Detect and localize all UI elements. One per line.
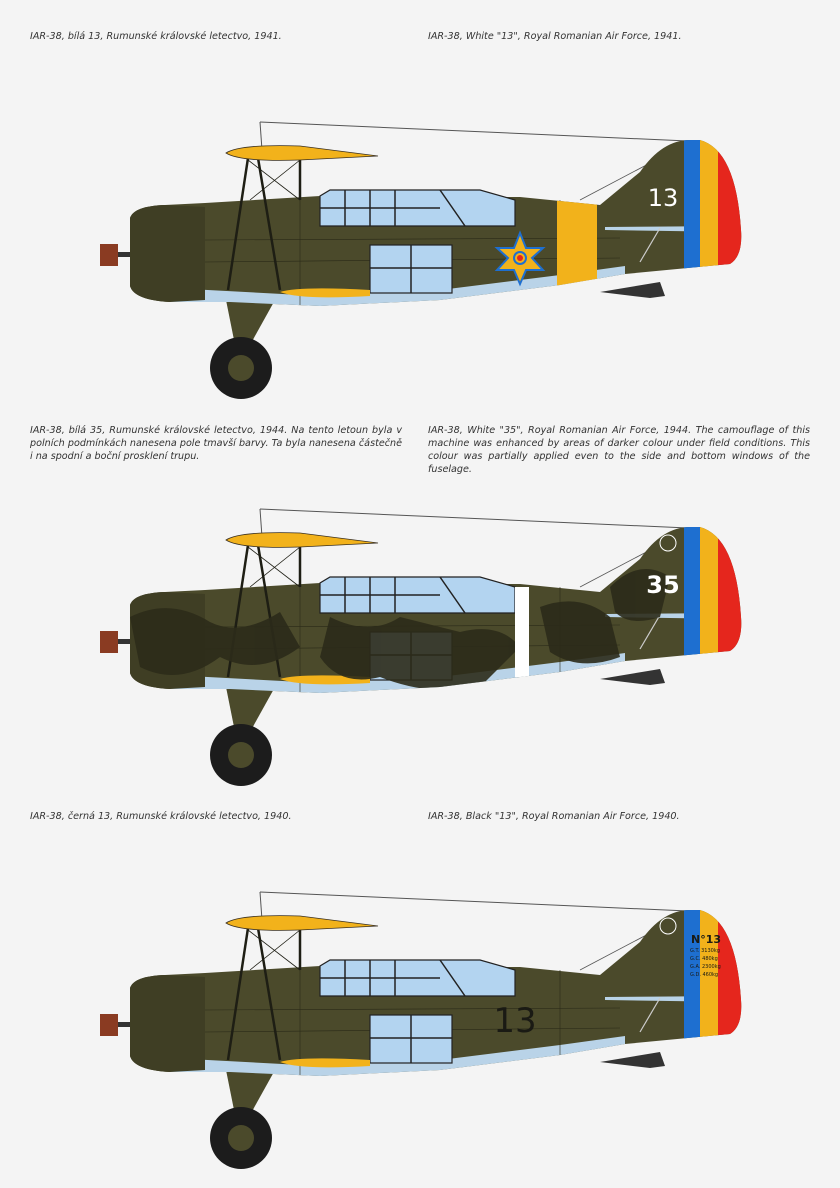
fuselage-white-band (515, 587, 529, 677)
fuselage-yellow-band (557, 200, 597, 286)
caption-cz-2: IAR-38, bílá 35, Rumunské královské letectvo, 1944. Na tento letoun byla v polních podmínkách nanesena pole tmavší barvy. Ta byla nanesena částečně i na spodní a boční prosklení trupu. (30, 425, 402, 462)
caption-cz-1: IAR-38, bílá 13, Rumunské královské letectvo, 1941. (30, 31, 282, 42)
fuselage-number: 13 (493, 1001, 537, 1041)
tail-data-line: G.D. 460kg (690, 972, 719, 978)
caption-cz-3: IAR-38, černá 13, Rumunské královské letectvo, 1940. (30, 811, 292, 822)
tail-number: 35 (646, 571, 680, 599)
caption-en-2: IAR-38, White "35", Royal Romanian Air Force, 1944. The camouflage of this machine was enhanced by areas of darker colour under field conditions. This colour was partially applied even to the side and bottom windows of the fuselage. (428, 425, 810, 475)
tail-data-line: G.T. 3130kg (690, 948, 720, 954)
aircraft-white-35-1944 (100, 509, 748, 786)
tail-data-line: G.A. 2300kg (690, 964, 721, 970)
tail-data-line: G.C. 480kg (690, 956, 718, 962)
caption-en-1: IAR-38, White "13", Royal Romanian Air Force, 1941. (428, 31, 682, 42)
tail-code: N°13 (690, 933, 722, 946)
caption-en-3: IAR-38, Black "13", Royal Romanian Air Force, 1940. (428, 811, 680, 822)
aircraft-white-13-1941 (100, 122, 748, 399)
tail-number: 13 (647, 184, 679, 212)
aircraft-black-13-1940 (100, 892, 748, 1169)
